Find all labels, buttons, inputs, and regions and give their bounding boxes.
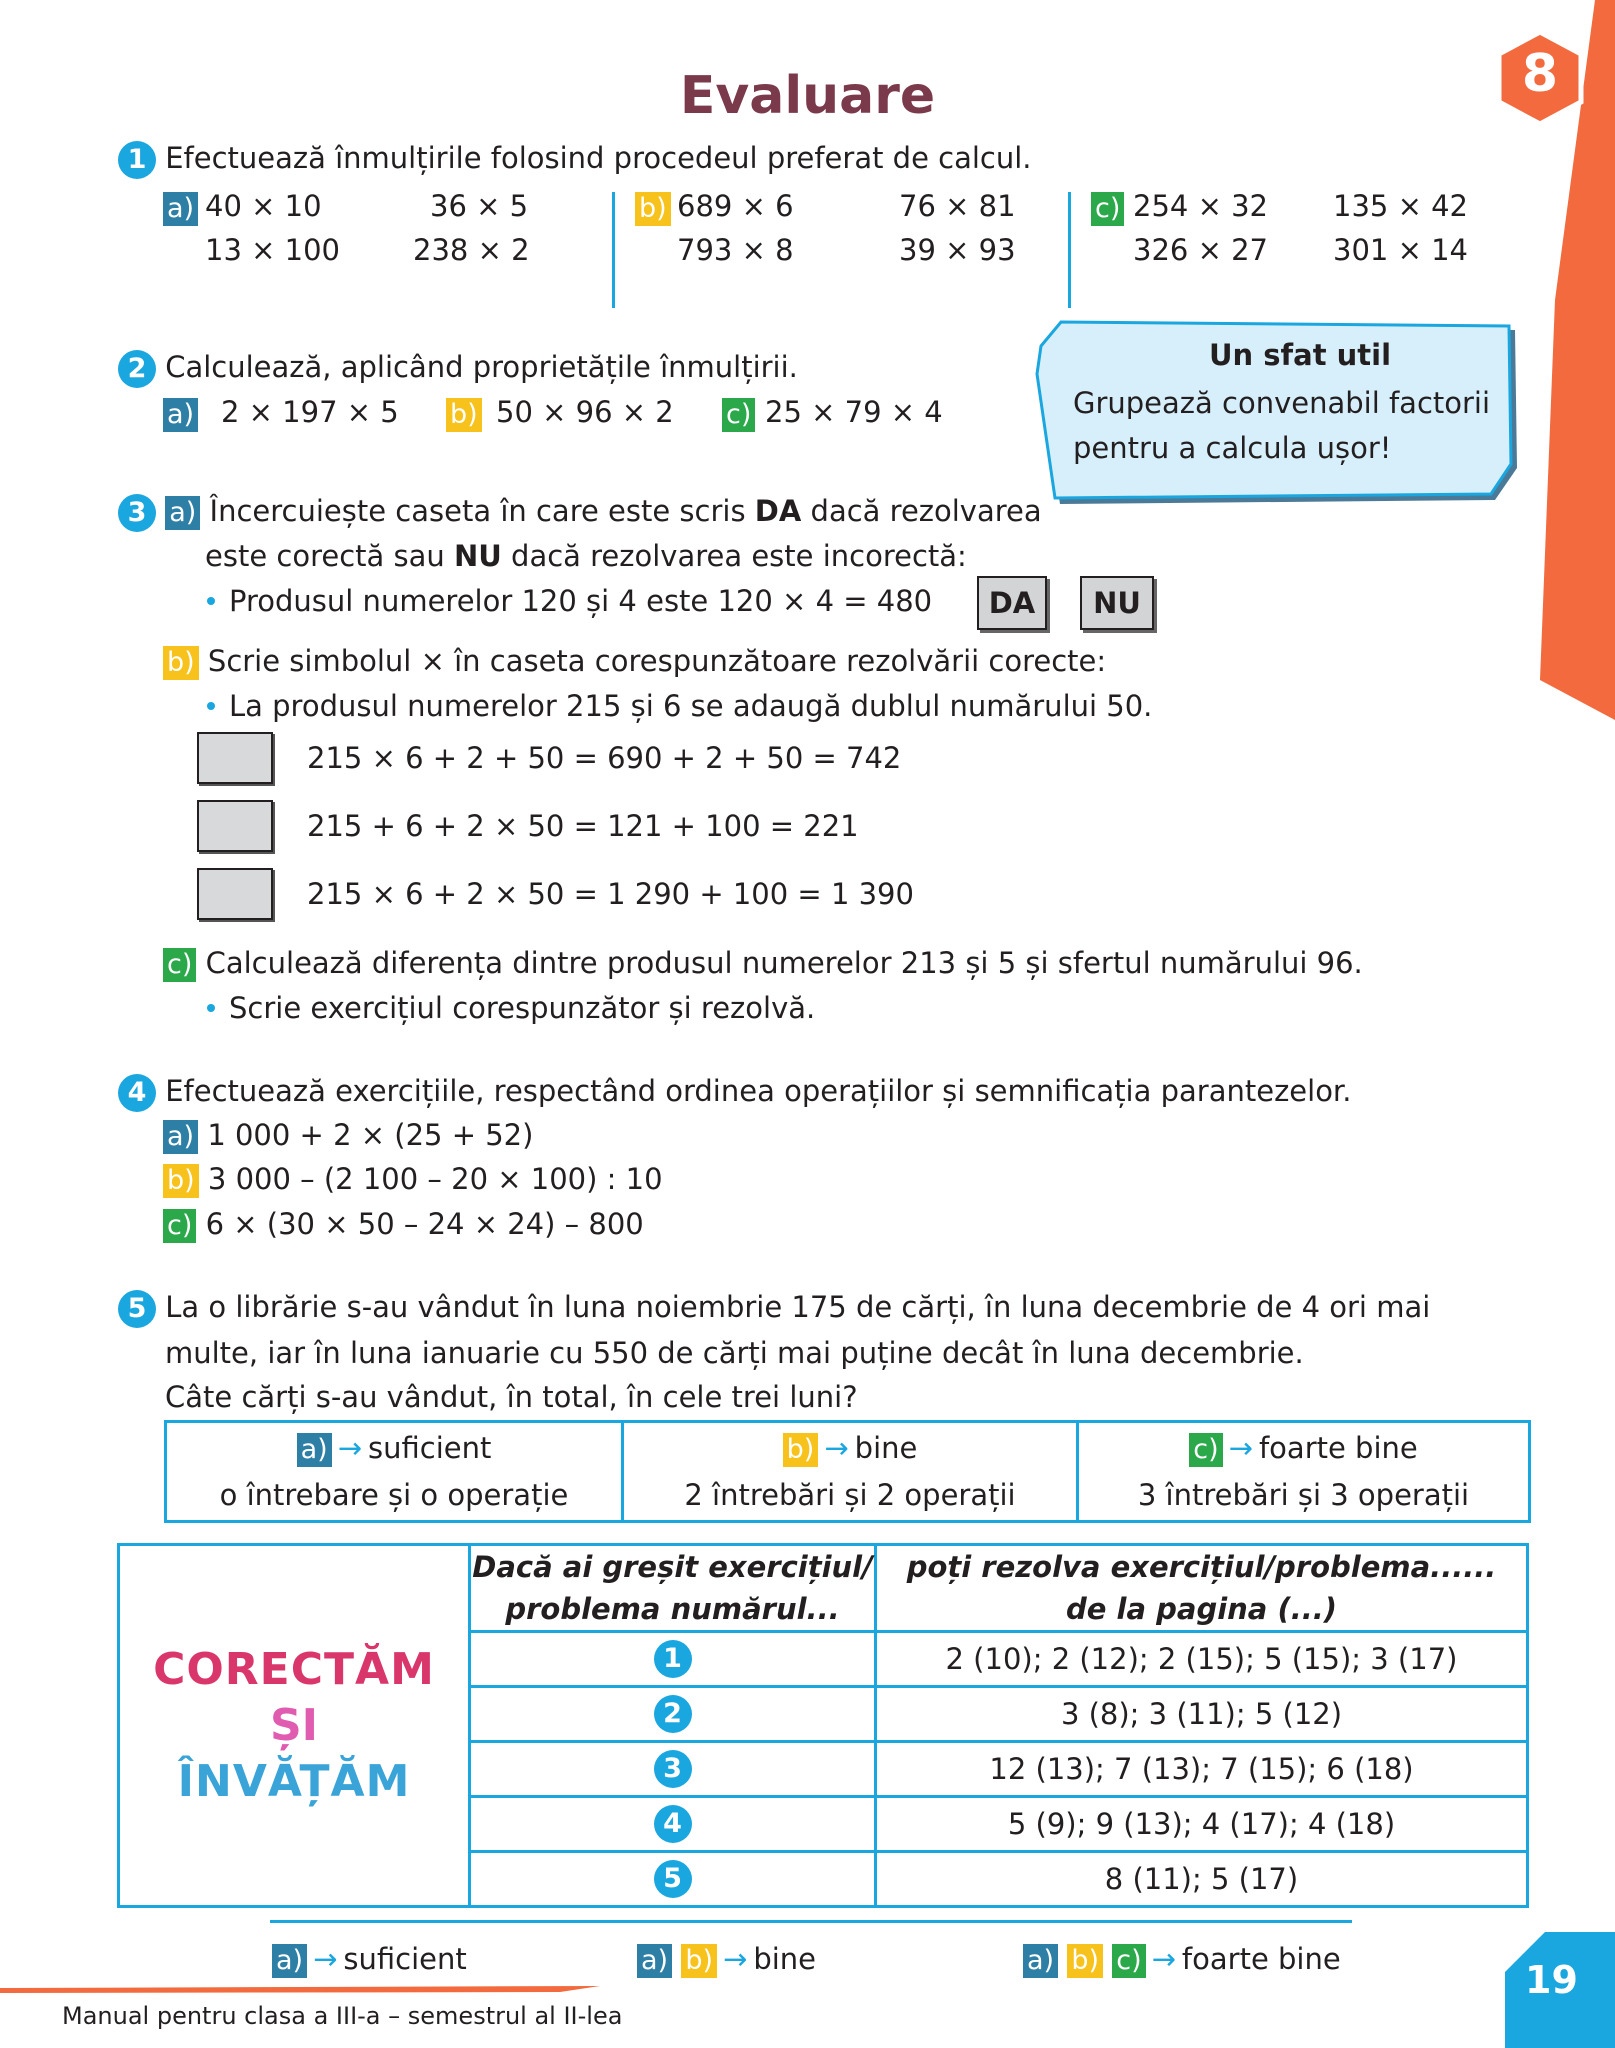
ex1-a-item: 238 × 2 <box>413 233 530 267</box>
label-b: b) <box>446 398 482 432</box>
level-desc: o întrebare și o operație <box>219 1477 569 1512</box>
ex3-c-heading <box>163 946 1363 982</box>
legend-suficient <box>272 1942 467 1978</box>
divider <box>1068 192 1071 308</box>
exercise-1-heading <box>118 141 1032 179</box>
level-grade-row <box>1079 1425 1528 1472</box>
label-c: c) <box>1091 192 1124 226</box>
correction-table <box>117 1543 1529 1908</box>
text-bold: DA <box>754 494 802 528</box>
ex3-a-text <box>210 494 1042 528</box>
ex3-c-bullet <box>207 991 815 1025</box>
level-cell <box>623 1422 1078 1522</box>
exercise-3-heading <box>118 494 1042 532</box>
text: La o librărie s-au vândut în luna noiembrie 175 de cărți, în luna decembrie de 4 ori mai <box>165 1290 1431 1324</box>
divider <box>612 192 615 308</box>
answer-checkbox[interactable] <box>197 800 273 852</box>
exercise-2-text: Calculează, aplicând proprietățile înmulțirii. <box>165 350 798 384</box>
text: problema numărul... <box>505 1592 840 1626</box>
ex1-a-item: 36 × 5 <box>430 189 529 223</box>
text: 3 000 – (2 100 – 20 × 100) : 10 <box>207 1162 663 1196</box>
text: foarte bine <box>1181 1942 1341 1976</box>
text: de la pagina (...) <box>1065 1592 1338 1626</box>
label-b: b) <box>783 1433 819 1467</box>
text: bine <box>753 1942 816 1976</box>
text: foarte bine <box>1258 1430 1418 1465</box>
answer-checkbox[interactable] <box>197 868 273 920</box>
level-desc: 3 întrebări și 3 operații <box>1137 1477 1470 1512</box>
tip-title: Un sfat util <box>1208 338 1392 372</box>
legend-bine <box>637 1942 816 1978</box>
label-b: b) <box>635 192 671 226</box>
text: este corectă sau <box>205 539 454 573</box>
label-a: a) <box>1023 1944 1058 1978</box>
text: poți rezolva exercițiul/problema...... <box>906 1550 1497 1584</box>
label-a: a) <box>165 496 200 530</box>
number-badge: 2 <box>654 1695 692 1733</box>
da-box[interactable]: DA <box>977 576 1047 630</box>
ex4-c <box>163 1207 644 1243</box>
exercise-4-text: Efectuează exercițiile, respectând ordinea operațiilor și semnificația parantezelor. <box>165 1074 1352 1108</box>
ex5-line2: multe, iar în luna ianuarie cu 550 de cărți mai puține decât în luna decembrie. <box>165 1336 1304 1370</box>
chapter-number: 8 <box>1521 44 1559 104</box>
ex1-c-item: 301 × 14 <box>1333 233 1468 267</box>
ex3-a-text-line2 <box>205 539 967 573</box>
ex2-a: 2 × 197 × 5 <box>221 395 399 429</box>
answer-checkbox[interactable] <box>197 732 273 784</box>
bullet-icon <box>207 1004 215 1012</box>
header-pages <box>876 1545 1528 1632</box>
text: Încercuiește caseta în care este scris <box>209 494 755 528</box>
ex1-a-item: 13 × 100 <box>205 233 340 267</box>
row-pages: 2 (10); 2 (12); 2 (15); 5 (15); 3 (17) <box>876 1632 1528 1687</box>
ex1-c-item: 135 × 42 <box>1333 189 1468 223</box>
exercise-number-2: 2 <box>118 350 156 388</box>
arrow-right-icon: → <box>723 1942 748 1976</box>
row-number <box>470 1632 876 1687</box>
footer-stripe <box>0 1986 600 1996</box>
ex1-b-item: 793 × 8 <box>677 233 794 267</box>
exercise-2-heading <box>118 350 798 388</box>
ex2-items <box>163 395 963 435</box>
label-b: b) <box>681 1944 717 1978</box>
ex1-group-b <box>635 189 1075 289</box>
ex3-b-heading <box>163 644 1106 680</box>
ex1-a-item: 40 × 10 <box>205 189 322 223</box>
arrow-right-icon: → <box>313 1942 338 1976</box>
exercise-number-3: 3 <box>118 494 156 532</box>
text: Calculează diferența dintre produsul numerelor 213 și 5 și sfertul numărului 96. <box>205 946 1363 980</box>
bullet-icon <box>207 702 215 710</box>
ex1-group-a <box>163 189 603 289</box>
ex2-b: 50 × 96 × 2 <box>496 395 674 429</box>
text: 6 × (30 × 50 – 24 × 24) – 800 <box>205 1207 644 1241</box>
row-number <box>470 1852 876 1907</box>
text-bold: NU <box>453 539 502 573</box>
logo-line-1: CORECTĂM <box>153 1643 435 1695</box>
nu-box[interactable]: NU <box>1080 576 1154 630</box>
footer-text: Manual pentru clasa a III-a – semestrul al II-lea <box>62 2002 623 2030</box>
ex1-c-item: 326 × 27 <box>1133 233 1268 267</box>
exercise-number-4: 4 <box>118 1074 156 1112</box>
exercise-1-text: Efectuează înmulțirile folosind procedeul preferat de calcul. <box>165 141 1032 175</box>
number-badge: 1 <box>654 1640 692 1678</box>
exercise-4-heading <box>118 1074 1351 1112</box>
number-badge: 4 <box>654 1805 692 1843</box>
levels-table <box>164 1420 1531 1523</box>
logo-line-3: ÎNVĂȚĂM <box>177 1755 411 1807</box>
tip-line-2: pentru a calcula ușor! <box>1073 431 1392 465</box>
exercise-5-heading <box>118 1290 1430 1328</box>
ex3-a-bullet <box>207 584 932 618</box>
row-number <box>470 1797 876 1852</box>
ex3-b-option: 215 × 6 + 2 + 50 = 690 + 2 + 50 = 742 <box>307 741 902 775</box>
row-number <box>470 1687 876 1742</box>
ex1-c-item: 254 × 32 <box>1133 189 1268 223</box>
ex1-b-item: 689 × 6 <box>677 189 794 223</box>
text: dacă rezolvarea <box>801 494 1042 528</box>
ex3-b-option: 215 × 6 + 2 × 50 = 1 290 + 100 = 1 390 <box>307 877 914 911</box>
legend-foarte-bine <box>1023 1942 1341 1978</box>
bullet-icon <box>207 597 215 605</box>
label-c: c) <box>1189 1433 1222 1467</box>
tip-line-1: Grupează convenabil factorii <box>1073 386 1491 420</box>
label-a: a) <box>163 398 198 432</box>
label-a: a) <box>272 1944 307 1978</box>
ex4-b <box>163 1162 663 1198</box>
label-c: c) <box>163 948 196 982</box>
ex1-b-item: 39 × 93 <box>899 233 1016 267</box>
page-title: Evaluare <box>679 66 936 126</box>
text: suficient <box>368 1430 492 1465</box>
row-pages: 5 (9); 9 (13); 4 (17); 4 (18) <box>876 1797 1528 1852</box>
level-cell <box>166 1422 623 1522</box>
header-mistake <box>470 1545 876 1632</box>
exercise-number-5: 5 <box>118 1290 156 1328</box>
row-number <box>470 1742 876 1797</box>
text: Dacă ai greșit exercițiul/ <box>472 1550 873 1584</box>
label-a: a) <box>163 1120 198 1154</box>
label-a: a) <box>163 192 198 226</box>
label-c: c) <box>163 1209 196 1243</box>
ex3-b-bullet <box>207 689 1152 723</box>
level-grade-row <box>624 1425 1076 1472</box>
ex5-line3: Câte cărți s-au vândut, în total, în cele trei luni? <box>165 1380 858 1414</box>
row-pages: 3 (8); 3 (11); 5 (12) <box>876 1687 1528 1742</box>
exercise-number-1: 1 <box>118 141 156 179</box>
text: 1 000 + 2 × (25 + 52) <box>207 1118 534 1152</box>
arrow-right-icon: → <box>824 1430 849 1465</box>
text: La produsul numerelor 215 și 6 se adaugă dublul numărului 50. <box>229 689 1153 723</box>
arrow-right-icon: → <box>1228 1430 1253 1465</box>
legend-divider <box>270 1920 1352 1923</box>
text: Scrie exercițiul corespunzător și rezolvă. <box>229 991 816 1025</box>
level-desc: 2 întrebări și 2 operații <box>684 1477 1016 1512</box>
text: dacă rezolvarea este incorectă: <box>501 539 967 573</box>
ex1-b-item: 76 × 81 <box>899 189 1016 223</box>
label-b: b) <box>1067 1944 1103 1978</box>
row-pages: 8 (11); 5 (17) <box>876 1852 1528 1907</box>
text: Scrie simbolul × în caseta corespunzătoare rezolvării corecte: <box>207 644 1107 678</box>
arrow-right-icon: → <box>1151 1942 1176 1976</box>
label-a: a) <box>637 1944 672 1978</box>
number-badge: 5 <box>654 1860 692 1898</box>
text: bine <box>854 1430 918 1465</box>
number-badge: 3 <box>654 1750 692 1788</box>
label-a: a) <box>297 1433 332 1467</box>
label-b: b) <box>163 1164 199 1198</box>
ex1-group-c <box>1091 189 1511 289</box>
ex4-a <box>163 1118 533 1154</box>
logo-cell <box>119 1545 470 1907</box>
ex2-c: 25 × 79 × 4 <box>765 395 943 429</box>
logo-line-2: ȘI <box>269 1699 319 1751</box>
arrow-right-icon: → <box>337 1430 363 1465</box>
text: suficient <box>343 1942 467 1976</box>
label-c: c) <box>1112 1944 1145 1978</box>
row-pages: 12 (13); 7 (13); 7 (15); 6 (18) <box>876 1742 1528 1797</box>
ex3-b-option: 215 + 6 + 2 × 50 = 121 + 100 = 221 <box>307 809 859 843</box>
label-b: b) <box>163 646 199 680</box>
text: Produsul numerelor 120 și 4 este 120 × 4 = 480 <box>229 584 933 618</box>
level-grade-row <box>167 1425 621 1472</box>
level-cell <box>1078 1422 1530 1522</box>
page-number: 19 <box>1525 1958 1578 2002</box>
label-c: c) <box>722 398 755 432</box>
